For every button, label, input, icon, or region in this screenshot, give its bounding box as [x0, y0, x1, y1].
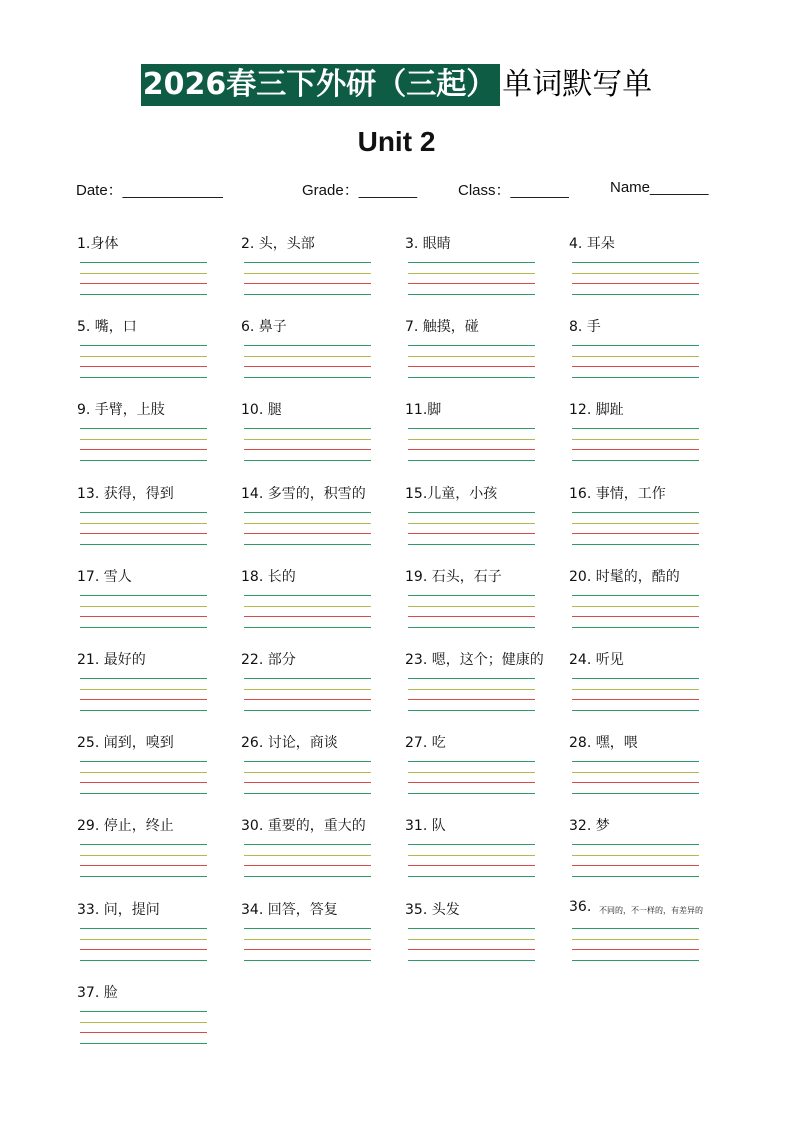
writing-line [572, 699, 699, 700]
writing-line [244, 377, 371, 378]
writing-line [408, 512, 535, 513]
word-item-label: 9. 手臂，上肢 [77, 402, 165, 419]
name-field: Name_______ [610, 179, 709, 196]
word-item [241, 316, 401, 396]
word-item-label: 19. 石头，石子 [405, 568, 502, 585]
writing-line [244, 449, 371, 450]
word-item [405, 899, 565, 979]
writing-line [572, 928, 699, 929]
word-item-label: 29. 停止，终止 [77, 818, 174, 835]
word-item-label: 26. 讨论，商谈 [241, 735, 338, 752]
word-item-label: 33. 问，提问 [77, 901, 160, 918]
word-item-label: 2. 头，头部 [241, 236, 315, 252]
word-item [77, 566, 237, 646]
writing-line [572, 710, 699, 711]
date-field: Date：____________ [76, 182, 223, 199]
writing-line [408, 772, 535, 773]
writing-line [80, 544, 207, 545]
word-item [569, 316, 729, 396]
writing-line [572, 262, 699, 263]
writing-line [572, 616, 699, 617]
writing-line [80, 356, 207, 357]
word-item-label: 31. 队 [405, 818, 446, 835]
writing-line [408, 949, 535, 950]
word-item [241, 399, 401, 479]
writing-line [408, 366, 535, 367]
writing-line [244, 616, 371, 617]
writing-line [572, 439, 699, 440]
writing-line [80, 283, 207, 284]
writing-line [572, 512, 699, 513]
writing-line [572, 294, 699, 295]
word-item [405, 815, 565, 895]
writing-line [572, 273, 699, 274]
writing-line [572, 949, 699, 950]
writing-line [80, 512, 207, 513]
writing-line [244, 366, 371, 367]
word-item [241, 649, 401, 729]
writing-line [80, 699, 207, 700]
writing-line [80, 523, 207, 524]
writing-line [244, 595, 371, 596]
word-item-label: 10. 腿 [241, 402, 282, 419]
writing-line [80, 533, 207, 534]
writing-line [408, 928, 535, 929]
writing-line [572, 595, 699, 596]
writing-line [244, 523, 371, 524]
writing-line [244, 949, 371, 950]
writing-line [244, 699, 371, 700]
writing-line [80, 876, 207, 877]
writing-line [80, 262, 207, 263]
writing-line [80, 345, 207, 346]
word-item-label: 25. 闻到，嗅到 [77, 735, 174, 752]
writing-line [408, 855, 535, 856]
writing-line [408, 428, 535, 429]
writing-line [80, 960, 207, 961]
word-item-label: 21. 最好的 [77, 652, 146, 668]
writing-line [572, 606, 699, 607]
word-item [405, 399, 565, 479]
writing-line [408, 939, 535, 940]
writing-line [572, 449, 699, 450]
writing-line [244, 710, 371, 711]
writing-line [80, 844, 207, 845]
word-item-label: 13. 获得，得到 [77, 485, 174, 502]
writing-line [244, 761, 371, 762]
word-item-label: 16. 事情，工作 [569, 485, 666, 502]
writing-line [572, 523, 699, 524]
word-item-label: 18. 长的 [241, 568, 296, 585]
writing-line [408, 689, 535, 690]
writing-line [408, 377, 535, 378]
word-item-label: 20. 时髦的，酷的 [569, 568, 680, 585]
writing-line [408, 273, 535, 274]
writing-line [80, 855, 207, 856]
writing-line [80, 439, 207, 440]
word-item [77, 316, 237, 396]
title-highlight: 2026春三下外研（三起） [141, 64, 501, 106]
writing-line [408, 616, 535, 617]
word-item-label: 37. 脸 [77, 984, 118, 1001]
writing-line [408, 533, 535, 534]
writing-line [572, 366, 699, 367]
writing-line [408, 283, 535, 284]
writing-line [244, 876, 371, 877]
writing-line [244, 544, 371, 545]
word-item-label: 4. 耳朵 [569, 236, 615, 252]
word-item-label: 8. 手 [569, 319, 601, 336]
writing-line [408, 460, 535, 461]
writing-line [572, 939, 699, 940]
writing-line [572, 533, 699, 534]
word-item-label: 1.身体 [77, 236, 119, 252]
writing-line [80, 1032, 207, 1033]
word-item-label: 32. 梦 [569, 818, 610, 835]
writing-line [408, 294, 535, 295]
word-item [569, 399, 729, 479]
word-item [241, 732, 401, 812]
class-field: Class：_______ [458, 182, 569, 199]
writing-line [80, 428, 207, 429]
word-item-label: 27. 吃 [405, 735, 446, 752]
writing-line [408, 793, 535, 794]
word-item [405, 649, 565, 729]
word-item [569, 566, 729, 646]
word-item-label: 24. 听见 [569, 652, 624, 668]
word-item-label: 14. 多雪的，积雪的 [241, 485, 366, 502]
writing-line [80, 616, 207, 617]
writing-line [80, 793, 207, 794]
word-item [569, 649, 729, 729]
word-item-label: 28. 嘿，喂 [569, 735, 638, 752]
writing-line [80, 460, 207, 461]
writing-line [408, 262, 535, 263]
writing-line [244, 844, 371, 845]
writing-line [244, 439, 371, 440]
grade-field: Grade：_______ [302, 182, 418, 199]
word-item [405, 566, 565, 646]
writing-line [572, 678, 699, 679]
word-item [77, 483, 237, 563]
word-item [77, 399, 237, 479]
writing-line [244, 689, 371, 690]
word-item [569, 732, 729, 812]
writing-line [408, 699, 535, 700]
writing-line [244, 460, 371, 461]
word-item-label: 12. 脚趾 [569, 402, 624, 419]
writing-line [80, 606, 207, 607]
writing-line [80, 782, 207, 783]
writing-line [408, 876, 535, 877]
writing-line [80, 761, 207, 762]
writing-line [80, 1022, 207, 1023]
writing-line [572, 544, 699, 545]
word-item [569, 899, 729, 979]
word-item [405, 233, 565, 313]
word-item-label: 7. 触摸，碰 [405, 319, 479, 336]
writing-line [408, 627, 535, 628]
writing-line [80, 595, 207, 596]
writing-line [572, 627, 699, 628]
word-item-label: 5. 嘴，口 [77, 319, 137, 336]
word-item [405, 732, 565, 812]
writing-line [572, 761, 699, 762]
writing-line [244, 782, 371, 783]
word-item [405, 316, 565, 396]
word-item-label: 22. 部分 [241, 652, 296, 668]
writing-line [408, 523, 535, 524]
writing-line [244, 960, 371, 961]
word-item [569, 815, 729, 895]
writing-line [408, 710, 535, 711]
word-item [241, 233, 401, 313]
writing-line [244, 772, 371, 773]
writing-line [244, 855, 371, 856]
writing-line [80, 449, 207, 450]
writing-line [408, 356, 535, 357]
writing-line [80, 366, 207, 367]
writing-line [80, 627, 207, 628]
word-item [77, 732, 237, 812]
word-item-label: 11.脚 [405, 402, 442, 419]
word-item-label: 34. 回答，答复 [241, 901, 338, 918]
writing-line [80, 865, 207, 866]
writing-line [572, 782, 699, 783]
word-item [77, 815, 237, 895]
word-item [241, 899, 401, 979]
writing-line [572, 793, 699, 794]
writing-line [572, 844, 699, 845]
writing-line [80, 377, 207, 378]
writing-line [572, 345, 699, 346]
word-item [77, 233, 237, 313]
writing-line [80, 1043, 207, 1044]
word-item [405, 483, 565, 563]
word-item-note: 不同的，不一样的，有差异的 [599, 905, 703, 915]
writing-line [244, 294, 371, 295]
writing-line [572, 772, 699, 773]
writing-line [572, 876, 699, 877]
word-item [77, 649, 237, 729]
writing-line [244, 345, 371, 346]
writing-line [80, 1011, 207, 1012]
writing-line [244, 606, 371, 607]
writing-line [572, 283, 699, 284]
writing-line [80, 939, 207, 940]
writing-line [408, 844, 535, 845]
writing-line [244, 428, 371, 429]
word-item [241, 815, 401, 895]
word-item [241, 483, 401, 563]
word-item-label: 35. 头发 [405, 901, 460, 918]
writing-line [80, 710, 207, 711]
writing-line [408, 449, 535, 450]
word-item-label: 3. 眼睛 [405, 236, 451, 252]
writing-line [408, 595, 535, 596]
unit-heading: Unit 2 [357, 126, 436, 157]
writing-line [572, 855, 699, 856]
writing-line [244, 928, 371, 929]
word-item-label: 30. 重要的，重大的 [241, 818, 366, 835]
writing-line [244, 678, 371, 679]
writing-line [244, 273, 371, 274]
writing-line [408, 439, 535, 440]
word-item [569, 233, 729, 313]
writing-line [80, 294, 207, 295]
writing-line [80, 689, 207, 690]
word-item-label: 15.儿童，小孩 [405, 485, 498, 502]
writing-line [408, 960, 535, 961]
writing-line [572, 356, 699, 357]
writing-line [572, 960, 699, 961]
word-item-label: 17. 雪人 [77, 568, 132, 585]
writing-line [244, 512, 371, 513]
writing-line [80, 928, 207, 929]
title-rest: 单词默写单 [502, 67, 653, 102]
writing-line [572, 689, 699, 690]
writing-line [408, 761, 535, 762]
writing-line [572, 460, 699, 461]
word-item [77, 982, 237, 1062]
writing-line [244, 627, 371, 628]
writing-line [244, 939, 371, 940]
writing-line [408, 606, 535, 607]
writing-line [408, 678, 535, 679]
writing-line [244, 283, 371, 284]
writing-line [80, 678, 207, 679]
writing-line [408, 345, 535, 346]
writing-line [572, 428, 699, 429]
word-item [241, 566, 401, 646]
writing-line [244, 356, 371, 357]
writing-line [80, 949, 207, 950]
writing-line [572, 865, 699, 866]
word-item [569, 483, 729, 563]
worksheet-title [0, 64, 793, 106]
word-item-label: 23. 嗯，这个；健康的 [405, 652, 544, 668]
word-item [77, 899, 237, 979]
writing-line [244, 262, 371, 263]
word-item-label: 36. [569, 898, 592, 915]
writing-line [408, 782, 535, 783]
writing-line [408, 544, 535, 545]
writing-line [80, 273, 207, 274]
writing-line [80, 772, 207, 773]
writing-line [244, 533, 371, 534]
word-item-label: 6. 鼻子 [241, 319, 287, 336]
writing-line [572, 377, 699, 378]
writing-line [244, 793, 371, 794]
writing-line [408, 865, 535, 866]
writing-line [244, 865, 371, 866]
